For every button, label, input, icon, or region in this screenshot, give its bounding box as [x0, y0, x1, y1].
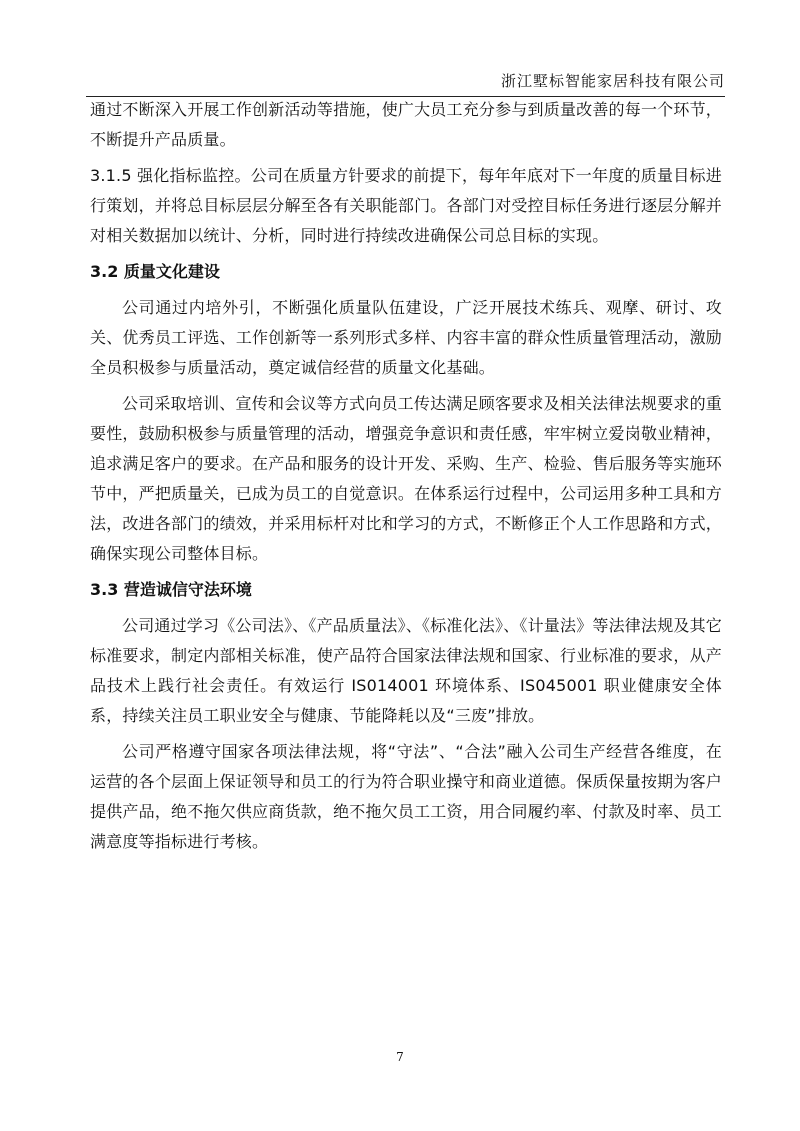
paragraph-legal-standards: 公司通过学习《公司法》、《产品质量法》、《标准化法》、《计量法》等法律法规及其它标准要求，制定内部相关标准，使产品符合国家法律法规和国家、行业标准的要求，从产品技术上践行社会责任。有效运行 IS014001 环境体系、IS045001 职业健康安全体系，持续关注员工职业安全与健康、节能降耗以及“三废”排放。	[90, 616, 723, 725]
paragraph-compliance: 公司严格遵守国家各项法律法规，将“守法”、“合法”融入公司生产经营各维度，在运营的各个层面上保证领导和员工的行为符合职业操守和商业道德。保质保量按期为客户提供产品，绝不拖欠供应商货款，绝不拖欠员工工资，用合同履约率、付款及时率、员工满意度等指标进行考核。	[90, 742, 722, 851]
paragraph-quality-team: 公司通过内培外引，不断强化质量队伍建设，广泛开展技术练兵、观摩、研讨、攻关、优秀员工评选、工作创新等一系列形式多样、内容丰富的群众性质量管理活动，激励全员积极参与质量活动，奠定诚信经营的质量文化基础。	[90, 298, 722, 377]
document-body	[90, 95, 722, 857]
page-number: 7	[396, 1050, 404, 1064]
section-heading-3-2: 3.2 质量文化建设	[90, 262, 220, 281]
section-heading-3-3: 3.3 营造诚信守法环境	[90, 580, 252, 599]
paragraph-continuation: 通过不断深入开展工作创新活动等措施，使广大员工充分参与到质量改善的每一个环节，不断提升产品质量。	[90, 100, 722, 149]
company-name: 浙江墅标智能家居科技有限公司	[500, 72, 725, 90]
paragraph-training-awareness: 公司采取培训、宣传和会议等方式向员工传达满足顾客要求及相关法律法规要求的重要性，鼓励积极参与质量管理的活动，增强竞争意识和责任感，牢牢树立爱岗敬业精神，追求满足客户的要求。在产品和服务的设计开发、采购、生产、检验、售后服务等实施环节中，严把质量关，已成为员工的自觉意识。在体系运行过程中，公司运用多种工具和方法，改进各部门的绩效，并采用标杆对比和学习的方式，不断修正个人工作思路和方式，确保实现公司整体目标。	[90, 394, 722, 563]
paragraph-3-1-5: 3.1.5 强化指标监控。公司在质量方针要求的前提下，每年年底对下一年度的质量目标进行策划，并将总目标层层分解至各有关职能部门。各部门对受控目标任务进行逐层分解并对相关数据加以统计、分析，同时进行持续改进确保公司总目标的实现。	[90, 166, 722, 245]
page-header	[86, 68, 725, 97]
